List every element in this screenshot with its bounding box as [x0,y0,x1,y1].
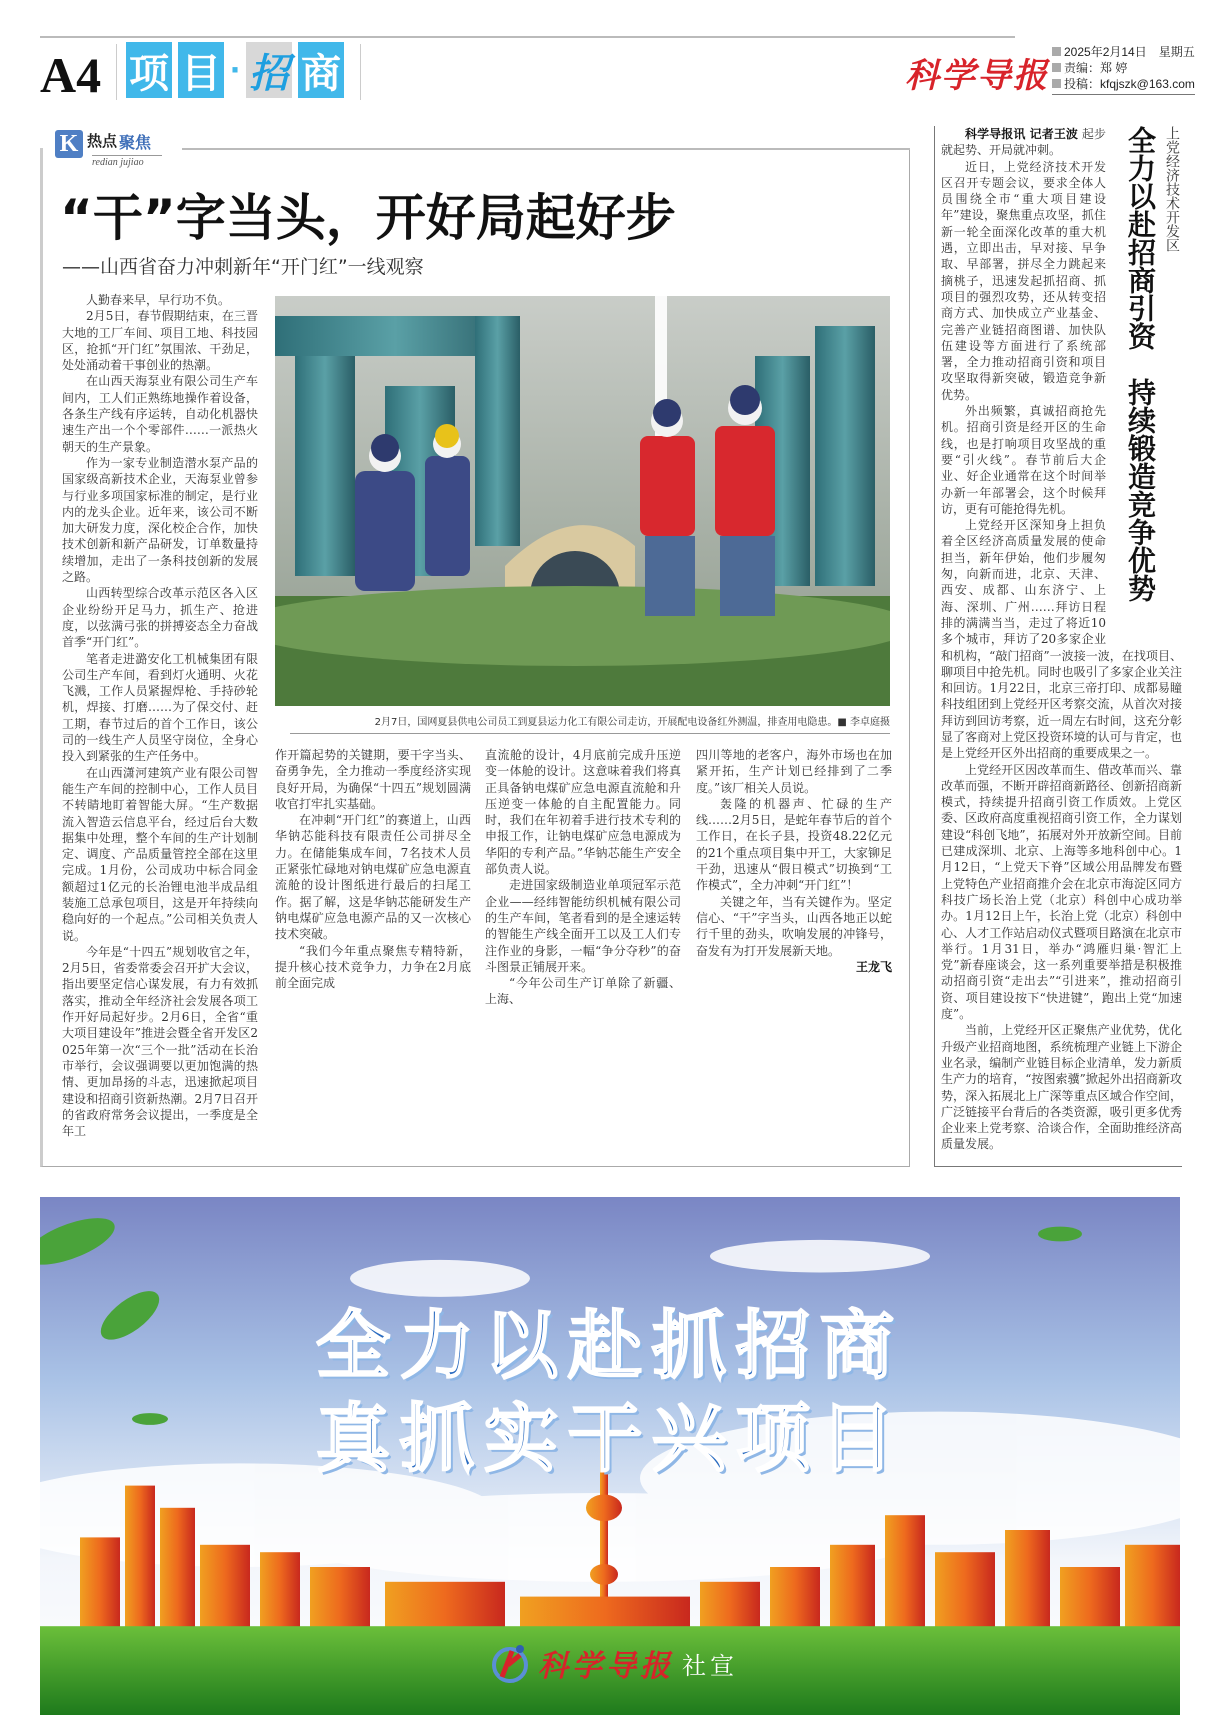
section-char: 招 [246,42,292,98]
article-frame-top [182,148,910,150]
section-char: 商 [298,42,344,98]
k-logo-icon: K [55,130,83,158]
side-paragraph: 上党经开区深知身上担负着全区经济高质量发展的使命担当，新年伊始，他们步履匆匆，向新而进，北京、天津、西安、成都、山东济宁、上海、深圳、广州……拜访日程排的满满当当，走过了将近10多个城市，拜访了20多家企业和机构，“敲门招商”一波接一波，在找项目、聊项目中抢先机。同时也吸引了多家企业关注和回访。1月22日，北京三帝打印、成都易瞳科技组团到上党经开区考察交流，从首次对接拜访到回访考察，近一周左右时间，这充分彰显了客商对上党区投资环境的认可与肯定，也是上党经开区外出招商的重要成果之一。 [941,518,1182,761]
article-paragraph: 在山西潇河建筑产业有限公司智能生产车间的控制中心，工作人员目不转睛地盯着智能大屏。“生产数据流入智造云信息平台，经过后台大数据集中处理，整个车间的生产计划制定、调度、产品质量管控全部在这里完成。1月份，公司成功中标合同金额超过1亿元的长治锂电池半成品组装施工总承包项目，这是开年持续向稳向好的一个起点。”公司相关负责人说。 [62,765,258,943]
byline: 科学导报讯 记者王波 [965,127,1078,141]
article-paragraph: “我们今年重点聚焦专精特新，提升核心技术竞争力，力争在2月底前全面完成 [275,943,471,991]
section-char: 项 [126,42,172,98]
section-title [126,42,344,98]
photo-caption: 2月7日，国网夏县供电公司员工到夏县运力化工有限公司走访，开展配电设备红外测温，排查用电隐患。■ 李卓庭摄 [290,716,890,734]
article-paragraph: 作开篇起势的关键期，要干字当头、奋勇争先，全力推动一季度经济实现良好开局，为确保“十四五”规划圆满收官打牢扎实基础。 [275,748,471,811]
contact-email: 投稿：kfqjszk@163.com [1052,76,1195,92]
side-headline [1110,126,1182,646]
article-paragraph: 直流舱的设计，4月底前完成升压逆变一体舱的设计。这意味着我们将真正具备钠电煤矿应急电源直流舱和升压逆变一体舱的自主配置能力。同时，我们在年初着手进行技术专利的申报工作，让钠电煤矿应急电源成为华阳的专利产品。”华钠芯能生产安全部负责人说。 [485,748,681,877]
top-rule [40,36,1015,38]
headline: “干”字当头，开好局起好步 [60,189,676,247]
side-paragraph: 外出频繁，真诚招商抢先机。招商引资是经开区的生命线，也是打响项目攻坚战的重要“引火线”。春节前后大企业、好企业通常在这个时间举办新一年部署会，这个时候拜访，更有可能抢得先机。 [941,404,1106,516]
article-paragraph: “今年公司生产订单除了新疆、上海、 [485,976,681,1007]
issue-info [1052,44,1195,95]
article-paragraph: 人勤春来早，早行功不负。 [86,293,231,307]
article-paragraph: 山西转型综合改革示范区各入区企业纷纷开足马力，抓生产、抢进度，以弦满弓张的拼搏姿态全力奋战首季“开门红”。 [62,586,258,650]
section-dot: · [230,49,242,90]
brand-logo-icon [490,1643,530,1683]
page-number: A4 [40,47,102,103]
article-paragraph: 四川等地的老客户，海外市场也在加紧开拓，生产计划已经排到了二季度。”该厂相关人员说。 [696,748,892,795]
article-paragraph: 走进国家级制造业单项冠军示范企业——经纬智能纺织机械有限公司的生产车间，笔者看到的是全速运转的智能生产线全面开工以及工人们专注作业的身影，一幅“争分夺秒”的奋斗图景正铺展开来。 [485,878,681,974]
article-column [275,747,471,991]
article-paragraph: 轰隆的机器声、忙碌的生产线……2月5日，是蛇年春节后的首个工作日，在长子县，投资48.22亿元的21个重点项目集中开工，大家铆足干劲，迅速从“假日模式”切换到“工作模式”，全力冲刺“开门红”！ [696,796,892,893]
side-article [934,126,1182,1167]
tag-label-accent: 聚焦 [119,135,152,152]
article-paragraph: 今年是“十四五”规划收官之年，2月5日，省委常委会召开扩大会议，指出要坚定信心谋发展，有力有效抓落实，推动全年经济社会发展各项工作开好局起好步。2月6日，全省“重大项目建设年”推进会暨全省开发区2025年第一次“三个一批”活动在长治市举行，会议强调要以更加饱满的热情、更加昂扬的斗志，迅速掀起项目建设和招商引资新热潮。2月7日召开的省政府常务会议提出，一季度是全年工 [62,944,258,1139]
article-paragraph: 笔者走进潞安化工机械集团有限公司生产车间，看到灯火通明、火花飞溅，工作人员紧握焊枪、手持砂轮机，焊接、打磨……为了保交付、赶工期，春节过后的首个工作日，该公司的一线生产人员坚守岗位，全身心投入到紧张的生产任务中。 [62,651,258,764]
article-paragraph: 作为一家专业制造潜水泵产品的国家级高新技术企业，天海泵业曾参与行业多项国家标准的制定，是行业内的龙头企业。近年来，该公司不断加大研发力度，深化校企合作，加快技术创新和新产品研发，订单数量持续增加，走出了一条科技创新的发展之路。 [62,455,258,585]
poster-brand-suffix: 社宣 [682,1652,738,1680]
article-column [485,747,681,1008]
poster-slogan-line1: 全力以赴抓招商 [316,1302,904,1389]
side-paragraph: 上党经开区因改革而生、借改革而兴、靠改革而强，不断开辟招商新路径、创新招商新模式，持续提升招商引资工作质效。上党区委、区政府高度重视招商引资工作，全力谋划建设“科创飞地”，拓展对外开放新空间。目前已建成深圳、北京、上海等多地科创中心。1月12日，“上党天下脊”区域公用品牌发布暨上党特色产业招商推介会在北京市海淀区同方科技广场长治上党（北京）科创中心成功举办。1月12日上午，长治上党（北京）科创中心、人才工作站启动仪式暨项目路演在北京市举行。1月31日，举办“鸿雁归巢·智汇上党”新春座谈会，这一系列重要举措是积极推动招商引资“走出去”“引进来”，推动招商引资、项目建设按下“快进键”，跑出上党“加速度”。 [941,762,1182,1022]
poster-slogan-line2: 真抓实干兴项目 [316,1395,904,1482]
article-paragraph: 2月5日，春节假期结束，在三晋大地的工厂车间、项目工地、科技园区，抢抓“开门红”氛围浓、干劲足，处处涌动着干事创业的热潮。 [62,309,258,373]
article-paragraph: 在冲刺“开门红”的赛道上，山西华钠芯能科技有限责任公司拼尽全力。在储能集成车间，7名技术人员正紧张忙碌地对钠电煤矿应急电源直流舱的设计图纸进行最后的扫尾工作。据了解，这是华钠芯能研发生产钠电煤矿应急电源产品的又一次核心技术突破。 [275,813,471,942]
news-photo [275,296,890,706]
side-paragraph: 当前，上党经开区正聚焦产业优势，优化升级产业招商地图，系统梳理产业链上下游企业名录，编制产业链目标企业清单，发力新质生产力的培育，“按图索骥”掀起外出招商新攻势，深入拓展北上广深等重点区域合作空间，广泛链接平台背后的各类资源，吸引更多优秀企业来上党考察、洽谈合作，全面助推经济高质量发展。 [941,1023,1182,1152]
article-paragraph: 在山西天海泵业有限公司生产车间内，工人们正熟练地操作着设备，各条生产线有序运转，自动化机器快速生产出一个个零部件……一派热火朝天的生产景象。 [62,374,258,454]
section-char: 目 [178,42,224,98]
lead-text: 起步就起势、开局就冲刺。 [941,127,1106,158]
newspaper-logo: 科学导报 [905,56,1049,96]
poster-brand-name: 科学导报 [538,1650,674,1683]
promo-poster [40,1197,1180,1715]
article-column [696,747,892,975]
column-tag [55,130,151,158]
article-paragraph: 关键之年，当有关键作为。坚定信心、“干”字当头，山西各地正以蛇行千里的劲头，吹响发展的冲锋号，奋发有为打开发展新天地。 [696,894,892,958]
side-title: 全力以赴招商引资 持续锻造竞争优势 [1124,126,1157,602]
subtitle: ——山西省奋力冲刺新年“开门红”一线观察 [62,256,424,278]
divider [360,44,361,100]
divider [116,44,117,100]
poster-brand [490,1641,738,1685]
side-paragraph: 近日，上党经济技术开发区召开专题会议，要求全体人员围绕全市“重大项目建设年”建设，聚焦重点攻坚，抓住新一轮全面深化改革的重大机遇，立即出击，早对接、早争取、早部署，拼尽全力跳起来摘桃子，迅速发起抓招商、抓项目的强烈攻势，还从转变招商方式、加快成立产业基金、完善产业链招商图谱、加快队伍建设等方面进行了系统部署，全力推动招商引资和项目攻坚取得新突破，锻造竞争新优势。 [941,159,1106,402]
editor: 责编：郑 婷 [1052,60,1195,76]
side-kicker: 上党经济技术开发区 [1164,126,1180,252]
issue-date: 2025年2月14日 星期五 [1052,44,1195,60]
author: 王龙飞 [855,959,892,974]
tag-pinyin: redian jujiao [92,155,162,168]
article-column [62,292,258,1139]
tag-label: 热点 [87,133,118,150]
